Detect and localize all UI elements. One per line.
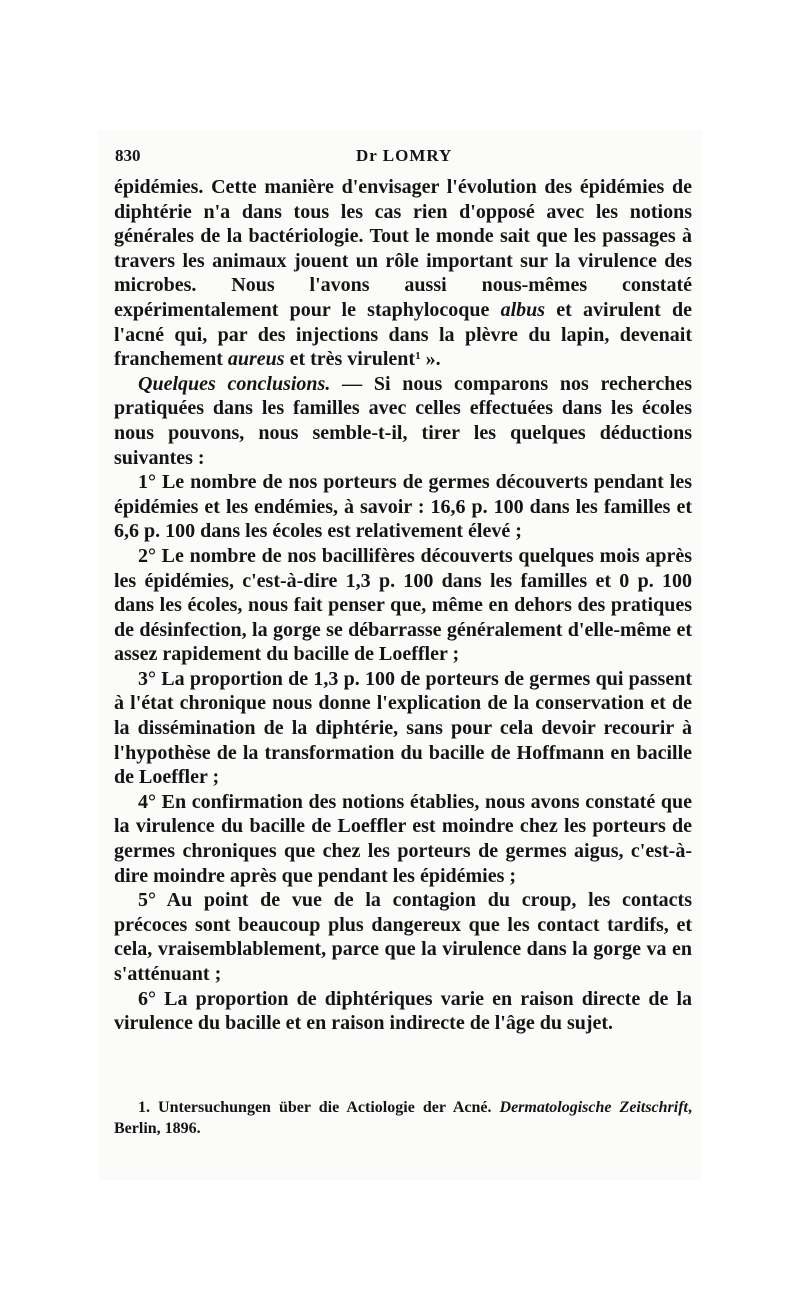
conclusion-item-2: 2° Le nombre de nos bacillifères découverts quelques mois après les épidémies, c'est-à-dire 1,3 p. 100 dans les familles et 0 p. 100 dans les écoles, nous fait penser que, même en dehors des pratiques de désinfection, la gorge se débarrasse généralement d'elle-même et assez rapidement du bacille de Loeffler ; xyxy=(114,544,692,666)
body-text xyxy=(114,175,692,1036)
paragraph-conclusions-intro xyxy=(114,372,692,470)
paragraph-continuation xyxy=(114,175,692,372)
page-header xyxy=(115,146,693,168)
paragraph-text: et avirulent de l'acné qui, par des injections dans la plèvre du lapin, devenait franchement xyxy=(114,298,693,371)
section-heading: Quelques conclusions. xyxy=(138,372,331,395)
paragraph-text: — Si nous comparons nos recherches pratiquées dans les familles avec celles effectuées dans les écoles nous pouvons, nous semble-t-il, tirer les quelques déductions suivantes : xyxy=(114,372,692,469)
conclusion-item-1: 1° Le nombre de nos porteurs de germes découverts pendant les épidémies et les endémies, à savoir : 16,6 p. 100 dans les familles et 6,6 p. 100 dans les écoles est relativement élevé ; xyxy=(114,471,692,543)
footnote xyxy=(114,1097,692,1139)
footnote-number: 1. xyxy=(138,1099,150,1116)
paragraph-text: et très virulent xyxy=(284,348,416,371)
journal-title: Dermatologische Zeitschrift xyxy=(499,1099,688,1116)
italic-term-albus: albus xyxy=(500,298,546,321)
page-number: 830 xyxy=(115,146,141,165)
conclusion-item-3: 3° La proportion de 1,3 p. 100 de porteurs de germes qui passent à l'état chronique nous donne l'explication de la conservation et de la dissémination de la diphtérie, sans pour cela devoir recourir à l'hypothèse de la transformation du bacille de Hoffmann en bacille de Loeffler ; xyxy=(114,667,692,789)
conclusion-item-4: 4° En confirmation des notions établies, nous avons constaté que la virulence du bacille de Loeffler est moindre chez les porteurs de germes chroniques que chez les porteurs de germes aigus, c'est-à-dire moindre après que pendant les épidémies ; xyxy=(114,790,692,887)
conclusion-item-6: 6° La proportion de diphtériques varie en raison directe de la virulence du bacille et en raison indirecte de l'âge du sujet. xyxy=(114,987,692,1035)
paragraph-text: épidémies. Cette manière d'envisager l'évolution des épidémies de diphtérie n'a dans tous les cas rien d'opposé avec les notions générales de la bactériologie. Tout le monde sait que les passages à travers les animaux jouent un rôle important sur la virulence des microbes. Nous l'avons aussi nous-mêmes constaté expérimentalement pour le staphylocoque xyxy=(114,176,692,321)
footnote-text: Untersuchungen über die Actiologie der Acné. xyxy=(150,1099,500,1116)
conclusion-item-5: 5° Au point de vue de la contagion du croup, les contacts précoces sont beaucoup plus dangereux que les contact tardifs, et cela, vraisemblablement, parce que la virulence dans la gorge va en s'atténuant ; xyxy=(114,889,692,985)
running-title: Dr LOMRY xyxy=(356,146,453,165)
footnote-reference: 1 xyxy=(415,350,421,363)
paragraph-text: ». xyxy=(420,348,441,371)
italic-term-aureus: aureus xyxy=(227,348,285,371)
footnote-tail: , Berlin, 1896. xyxy=(114,1099,692,1137)
footnote-entry xyxy=(114,1097,692,1139)
